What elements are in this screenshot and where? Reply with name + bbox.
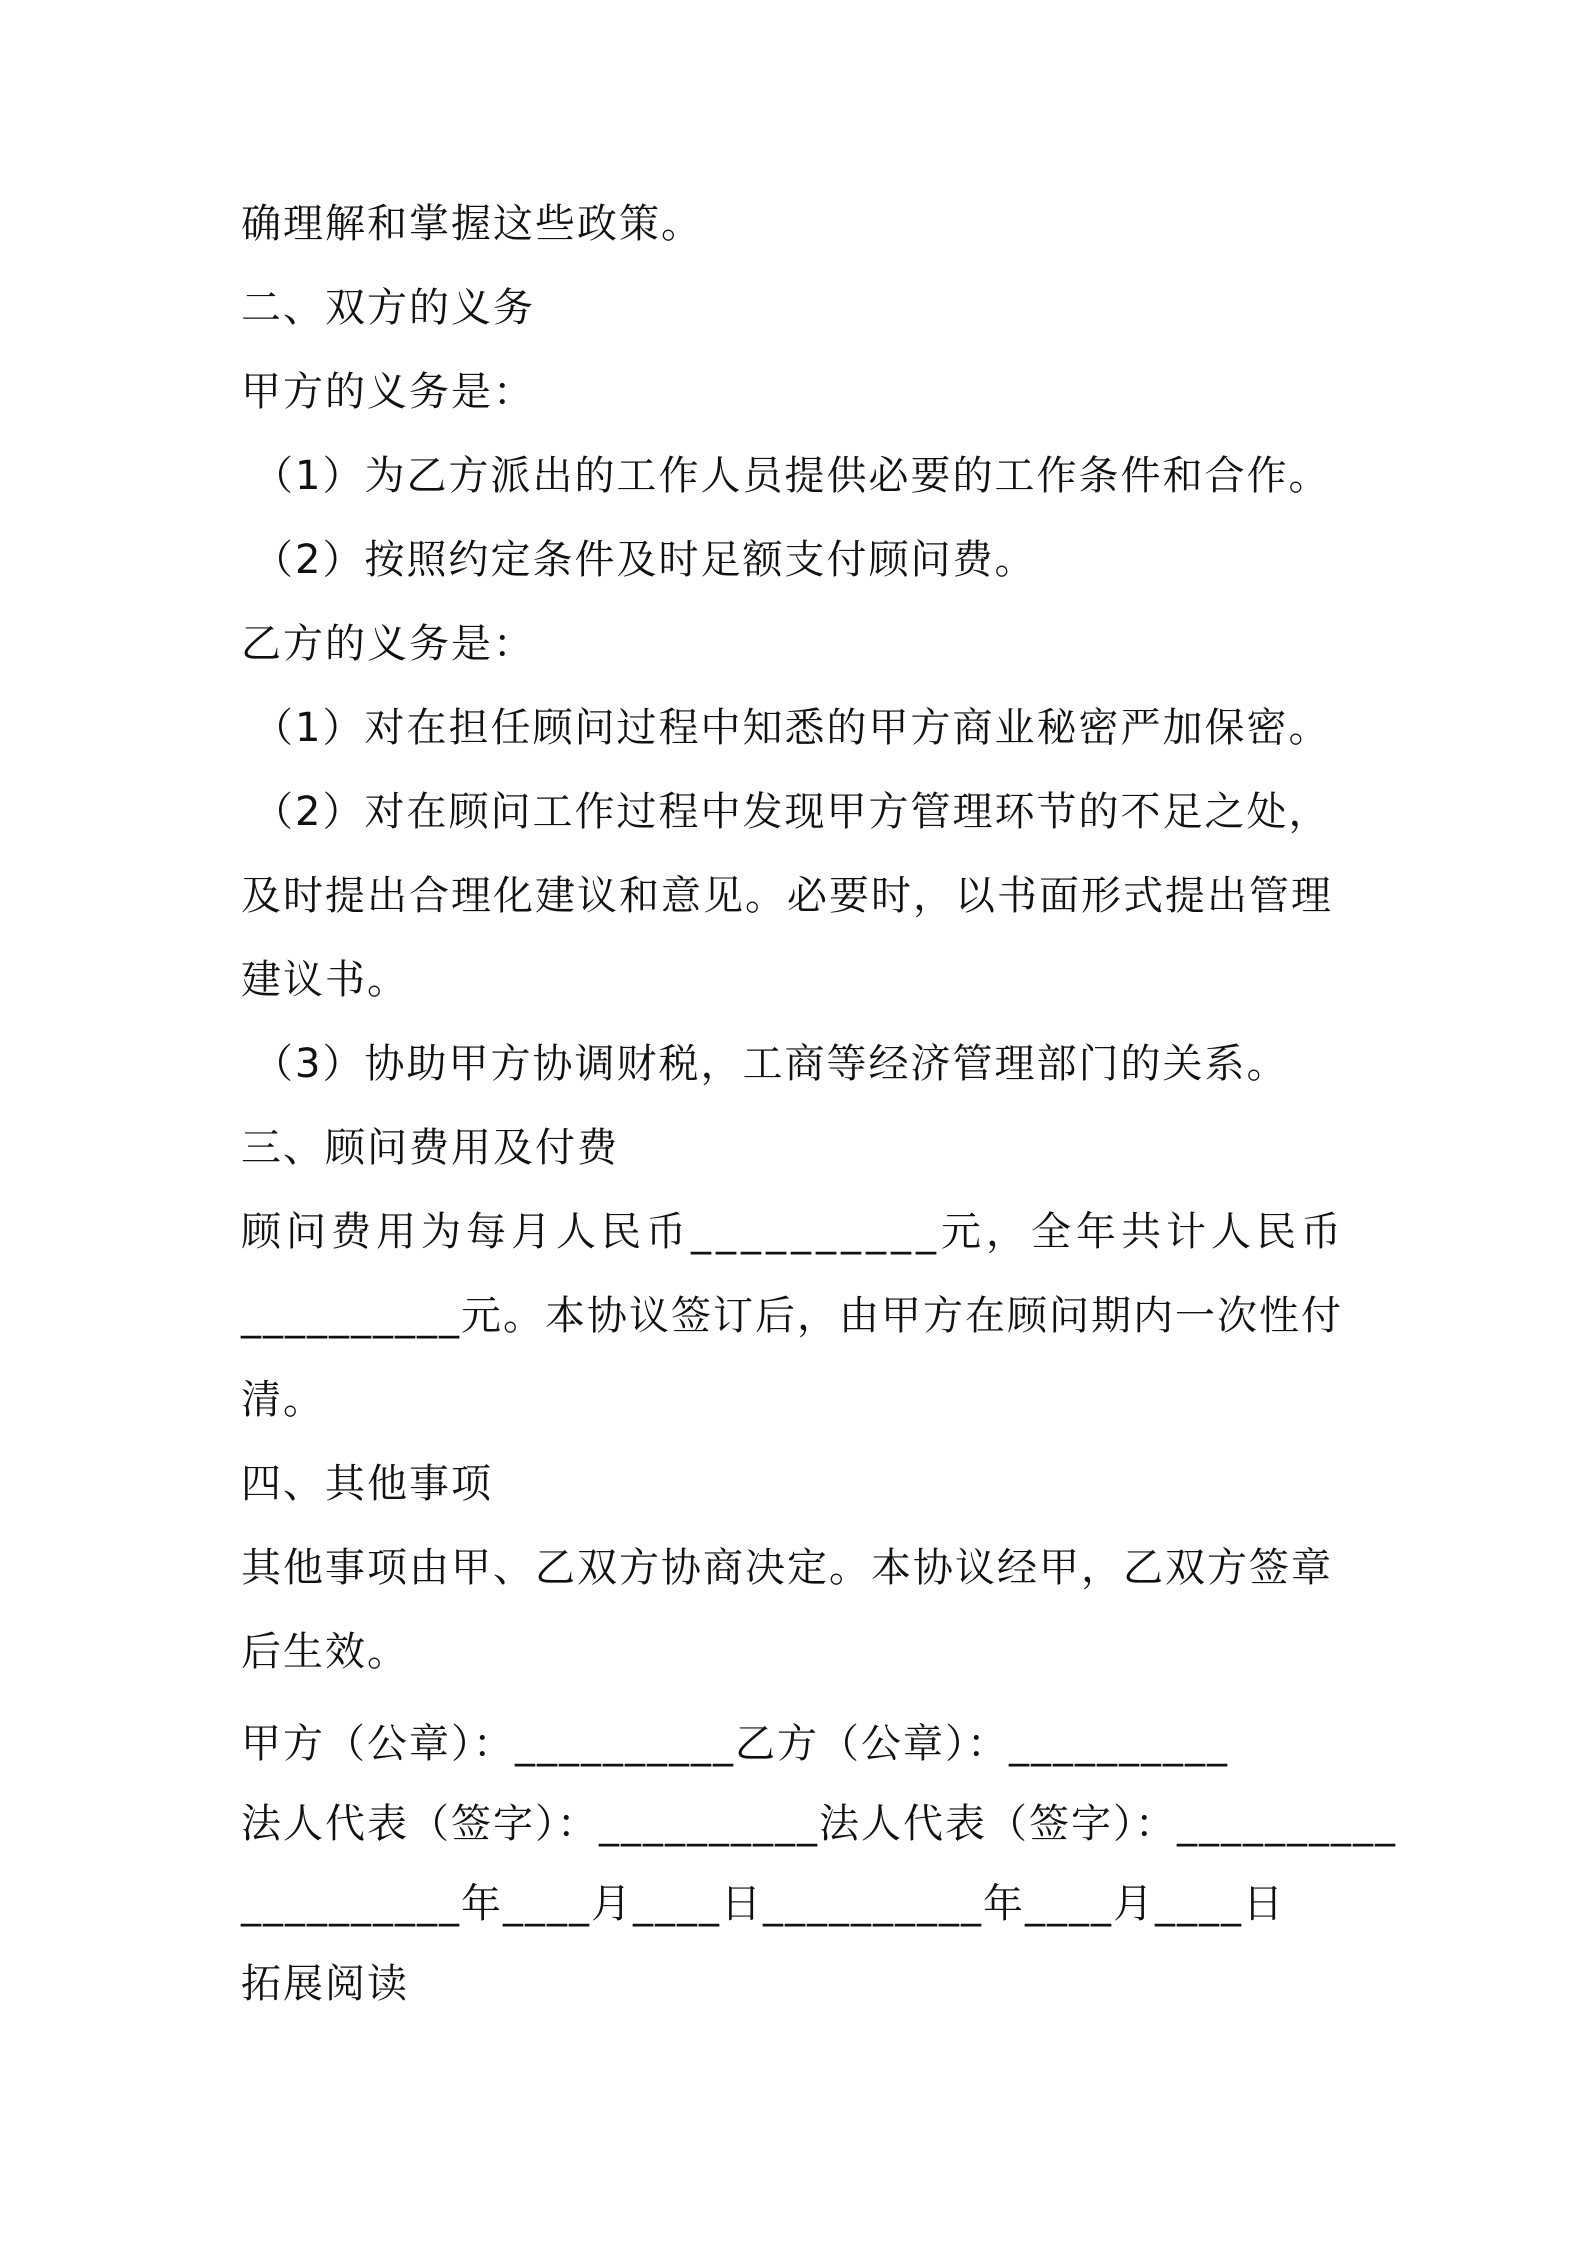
further-reading-heading: 拓展阅读	[241, 1961, 409, 2007]
section-heading: 三、顾问费用及付费	[241, 1125, 619, 1171]
signature-line: 甲方（公章）：__________乙方（公章）：__________	[241, 1721, 1229, 1767]
list-item: （1）对在担任顾问过程中知悉的甲方商业秘密严加保密。	[253, 705, 1331, 751]
paragraph-line: 清。	[241, 1377, 325, 1423]
paragraph-line: 确理解和掌握这些政策。	[241, 201, 703, 247]
paragraph-line: 顾问费用为每月人民币__________元，全年共计人民币	[241, 1209, 1346, 1255]
paragraph-line: 建议书。	[241, 957, 409, 1003]
list-item: （1）为乙方派出的工作人员提供必要的工作条件和合作。	[253, 453, 1331, 499]
subheading: 甲方的义务是：	[241, 369, 535, 415]
section-heading: 四、其他事项	[241, 1461, 493, 1507]
paragraph-line: __________元。本协议签订后，由甲方在顾问期内一次性付	[241, 1293, 1343, 1339]
date-line: __________年____月____日__________年____月____日	[241, 1881, 1285, 1927]
section-heading: 二、双方的义务	[241, 285, 535, 331]
subheading: 乙方的义务是：	[241, 621, 535, 667]
list-item: （3）协助甲方协调财税，工商等经济管理部门的关系。	[253, 1041, 1289, 1087]
list-item: （2）按照约定条件及时足额支付顾问费。	[253, 537, 1037, 583]
list-item: （2）对在顾问工作过程中发现甲方管理环节的不足之处，	[253, 789, 1331, 835]
signature-line: 法人代表（签字）：__________法人代表（签字）：__________	[241, 1801, 1397, 1847]
paragraph-line: 及时提出合理化建议和意见。必要时，以书面形式提出管理	[241, 873, 1333, 919]
paragraph-line: 其他事项由甲、乙双方协商决定。本协议经甲，乙双方签章	[241, 1545, 1333, 1591]
document-page	[241, 0, 1397, 2244]
paragraph-line: 后生效。	[241, 1629, 409, 1675]
